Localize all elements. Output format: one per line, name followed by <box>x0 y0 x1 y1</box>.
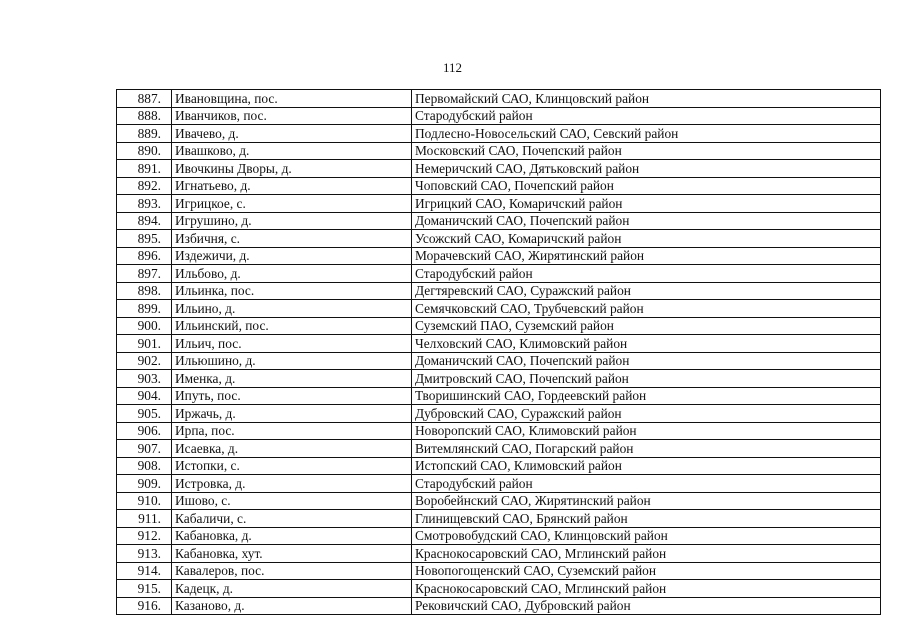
row-number: 910. <box>117 492 172 510</box>
settlement-name: Исаевка, д. <box>172 440 412 458</box>
settlement-name: Игрицкое, с. <box>172 195 412 213</box>
settlement-name: Именка, д. <box>172 370 412 388</box>
table-row <box>117 90 881 108</box>
table-row <box>117 177 881 195</box>
row-number: 908. <box>117 457 172 475</box>
settlement-name: Ишово, с. <box>172 492 412 510</box>
row-number: 915. <box>117 580 172 598</box>
settlement-district: Смотровобудский САО, Клинцовский район <box>412 527 881 545</box>
row-number: 902. <box>117 352 172 370</box>
table-row <box>117 265 881 283</box>
settlement-district: Творишинский САО, Гордеевский район <box>412 387 881 405</box>
settlement-name: Ивашково, д. <box>172 142 412 160</box>
row-number: 903. <box>117 370 172 388</box>
row-number: 901. <box>117 335 172 353</box>
page-number: 112 <box>442 60 463 75</box>
settlements-table <box>116 89 881 615</box>
row-number: 907. <box>117 440 172 458</box>
table-row <box>117 562 881 580</box>
settlement-name: Ильюшино, д. <box>172 352 412 370</box>
settlement-name: Избичня, с. <box>172 230 412 248</box>
settlement-district: Первомайский САО, Клинцовский район <box>412 90 881 108</box>
settlement-district: Воробейнский САО, Жирятинский район <box>412 492 881 510</box>
settlement-name: Ипуть, пос. <box>172 387 412 405</box>
settlement-name: Ивачево, д. <box>172 125 412 143</box>
settlement-district: Усожский САО, Комаричский район <box>412 230 881 248</box>
table-row <box>117 457 881 475</box>
settlement-name: Ильинский, пос. <box>172 317 412 335</box>
table-row <box>117 107 881 125</box>
table-row <box>117 527 881 545</box>
table-row <box>117 212 881 230</box>
table-row <box>117 195 881 213</box>
settlement-name: Кабановка, хут. <box>172 545 412 563</box>
settlement-name: Ивановщина, пос. <box>172 90 412 108</box>
settlement-district: Московский САО, Почепский район <box>412 142 881 160</box>
row-number: 899. <box>117 300 172 318</box>
row-number: 909. <box>117 475 172 493</box>
settlement-name: Ильино, д. <box>172 300 412 318</box>
table-row <box>117 370 881 388</box>
settlement-district: Суземский ПАО, Суземский район <box>412 317 881 335</box>
settlement-district: Чоповский САО, Почепский район <box>412 177 881 195</box>
settlement-name: Казаново, д. <box>172 597 412 615</box>
settlement-district: Дегтяревский САО, Суражский район <box>412 282 881 300</box>
settlement-name: Ирпа, пос. <box>172 422 412 440</box>
table-row <box>117 545 881 563</box>
settlement-district: Доманичский САО, Почепский район <box>412 352 881 370</box>
settlement-district: Немеричский САО, Дятьковский район <box>412 160 881 178</box>
table-row <box>117 230 881 248</box>
table-row <box>117 597 881 615</box>
row-number: 887. <box>117 90 172 108</box>
settlement-district: Дмитровский САО, Почепский район <box>412 370 881 388</box>
table-row <box>117 142 881 160</box>
table-row <box>117 422 881 440</box>
settlement-name: Истопки, с. <box>172 457 412 475</box>
settlement-district: Дубровский САО, Суражский район <box>412 405 881 423</box>
settlement-district: Новопогощенский САО, Суземский район <box>412 562 881 580</box>
settlement-name: Иржачь, д. <box>172 405 412 423</box>
settlement-name: Игнатьево, д. <box>172 177 412 195</box>
settlement-district: Стародубский район <box>412 265 881 283</box>
table-row <box>117 405 881 423</box>
settlement-name: Ильбово, д. <box>172 265 412 283</box>
row-number: 894. <box>117 212 172 230</box>
row-number: 896. <box>117 247 172 265</box>
settlement-name: Ильич, пос. <box>172 335 412 353</box>
table-row <box>117 335 881 353</box>
table-row <box>117 510 881 528</box>
table-row <box>117 440 881 458</box>
table-row <box>117 300 881 318</box>
row-number: 890. <box>117 142 172 160</box>
table-row <box>117 475 881 493</box>
settlement-district: Морачевский САО, Жирятинский район <box>412 247 881 265</box>
row-number: 898. <box>117 282 172 300</box>
settlement-district: Рековичский САО, Дубровский район <box>412 597 881 615</box>
row-number: 912. <box>117 527 172 545</box>
table-row <box>117 580 881 598</box>
settlement-district: Краснокосаровский САО, Мглинский район <box>412 580 881 598</box>
row-number: 916. <box>117 597 172 615</box>
settlement-district: Доманичский САО, Почепский район <box>412 212 881 230</box>
table-row <box>117 317 881 335</box>
settlement-name: Ильинка, пос. <box>172 282 412 300</box>
row-number: 904. <box>117 387 172 405</box>
settlement-district: Истопский САО, Климовский район <box>412 457 881 475</box>
settlement-name: Кабановка, д. <box>172 527 412 545</box>
row-number: 914. <box>117 562 172 580</box>
row-number: 913. <box>117 545 172 563</box>
settlement-district: Подлесно-Новосельский САО, Севский район <box>412 125 881 143</box>
table-row <box>117 352 881 370</box>
table-row <box>117 492 881 510</box>
row-number: 891. <box>117 160 172 178</box>
row-number: 911. <box>117 510 172 528</box>
table-row <box>117 160 881 178</box>
settlement-district: Новоропский САО, Климовский район <box>412 422 881 440</box>
settlement-district: Краснокосаровский САО, Мглинский район <box>412 545 881 563</box>
settlement-district: Игрицкий САО, Комаричский район <box>412 195 881 213</box>
row-number: 893. <box>117 195 172 213</box>
row-number: 892. <box>117 177 172 195</box>
table-row <box>117 247 881 265</box>
row-number: 900. <box>117 317 172 335</box>
row-number: 906. <box>117 422 172 440</box>
settlements-table-body <box>117 90 881 615</box>
row-number: 889. <box>117 125 172 143</box>
row-number: 897. <box>117 265 172 283</box>
table-row <box>117 282 881 300</box>
settlement-district: Челховский САО, Климовский район <box>412 335 881 353</box>
table-row <box>117 125 881 143</box>
row-number: 905. <box>117 405 172 423</box>
settlement-name: Издежичи, д. <box>172 247 412 265</box>
settlement-name: Игрушино, д. <box>172 212 412 230</box>
settlement-district: Стародубский район <box>412 475 881 493</box>
settlement-name: Кабаличи, с. <box>172 510 412 528</box>
row-number: 888. <box>117 107 172 125</box>
settlement-district: Стародубский район <box>412 107 881 125</box>
settlement-name: Иванчиков, пос. <box>172 107 412 125</box>
row-number: 895. <box>117 230 172 248</box>
settlement-district: Семячковский САО, Трубчевский район <box>412 300 881 318</box>
settlement-name: Кавалеров, пос. <box>172 562 412 580</box>
settlement-district: Глинищевский САО, Брянский район <box>412 510 881 528</box>
settlement-name: Ивочкины Дворы, д. <box>172 160 412 178</box>
settlement-name: Кадецк, д. <box>172 580 412 598</box>
settlement-name: Истровка, д. <box>172 475 412 493</box>
settlement-district: Витемлянский САО, Погарский район <box>412 440 881 458</box>
table-row <box>117 387 881 405</box>
